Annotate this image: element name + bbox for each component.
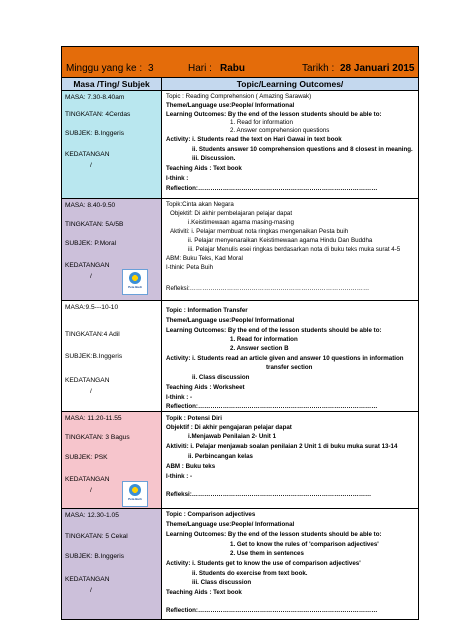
kedatangan-text: KEDATANGAN bbox=[65, 377, 110, 384]
ithink-line: I-think : - bbox=[166, 394, 193, 401]
outcomes-line: Learning Outcomes: By the end of the lesson students should be able to: bbox=[166, 111, 382, 118]
topic-line: Topic : Comparison adjectives bbox=[166, 511, 256, 518]
activity-item: ii. Perbincangan kelas bbox=[188, 453, 253, 460]
ithink-line: I-think : bbox=[166, 175, 189, 182]
teaching-aids-line: Teaching Aids : Text book bbox=[166, 165, 242, 172]
topic-line: Topik:Cinta akan Negara bbox=[166, 201, 234, 208]
lesson-row bbox=[62, 91, 418, 199]
topic-line: Topic : Information Transfer bbox=[166, 307, 248, 314]
teaching-aids-line: Teaching Aids : Text book bbox=[166, 589, 242, 596]
logo-text: Pete Budi bbox=[128, 285, 142, 289]
lesson-content bbox=[162, 412, 418, 508]
activity-item: ii. Students do exercise from text book. bbox=[192, 570, 308, 577]
peta-buih-logo bbox=[122, 269, 148, 295]
ithink-line: I-think : - bbox=[166, 473, 193, 480]
activity-line: Activity: i. Students read the text on Hari Gawai in text book bbox=[166, 136, 342, 143]
lesson-row bbox=[62, 509, 418, 619]
outcome-item: 2. Answer section B bbox=[230, 345, 289, 352]
tingkatan-text: TINGKATAN: 4Cerdas bbox=[65, 111, 131, 118]
subjek-text: SUBJEK: B.Inggeris bbox=[65, 553, 125, 560]
lesson-meta bbox=[62, 301, 162, 411]
lesson-row bbox=[62, 301, 418, 412]
activity-item: ii. Class discussion bbox=[192, 374, 250, 381]
tarikh-value: 28 Januari 2015 bbox=[340, 63, 415, 74]
topic-line: Topik : Potensi Diri bbox=[166, 415, 222, 422]
activity-item: iii. Pelajar Menulis esei ringkas berdasarkan nota di buku teks muka surat 4-5 bbox=[188, 246, 401, 253]
activity-line: Aktiviti: i. Pelajar membuat nota ringkas mengenaikan Pesta buih bbox=[170, 228, 349, 235]
outcome-item: 1. Read for information bbox=[230, 336, 298, 343]
flower-icon bbox=[129, 272, 141, 284]
column-header-right: Topic/Learning Outcomes/ bbox=[236, 79, 344, 89]
kedatangan-slash: / bbox=[90, 587, 92, 594]
masa-text: MASA: 12.30-1.05 bbox=[65, 512, 119, 519]
reflection-line: Reflection:…………………………………………………………………………… bbox=[166, 403, 378, 410]
theme-line: Theme/Language use:People/ Informational bbox=[166, 317, 295, 324]
reflection-line: Refleksi:…………………………………………………………………………… bbox=[166, 491, 372, 498]
theme-line: Theme/Language use:People/ Informational bbox=[166, 521, 295, 528]
objective-item: i.Keistimewaan agama masing-masing bbox=[188, 219, 294, 226]
objective-line: Objektif : Di akhir pengajaran pelajar dapat bbox=[166, 424, 292, 431]
hari-value: Rabu bbox=[220, 63, 245, 74]
logo-text: Peta Buih bbox=[128, 497, 142, 501]
lesson-plan-sheet bbox=[61, 46, 419, 620]
lesson-row bbox=[62, 412, 418, 509]
activity-item: iii. Class discussion bbox=[192, 579, 252, 586]
abm-line: ABM : Buku teks bbox=[166, 463, 216, 470]
subjek-text: SUBJEK: P.Moral bbox=[65, 240, 117, 247]
tingkatan-text: TINGKATAN: 5A/5B bbox=[65, 221, 124, 228]
activity-item: ii. Students answer 10 comprehension questions and 8 closest in meaning. bbox=[192, 146, 413, 153]
header-bar bbox=[62, 47, 418, 78]
peta-buih-logo bbox=[122, 481, 148, 507]
minggu-label: Minggu yang ke : bbox=[66, 63, 143, 74]
lesson-meta bbox=[62, 509, 162, 619]
lesson-content bbox=[162, 509, 418, 619]
lesson-content bbox=[162, 301, 418, 411]
outcome-item: 2. Use them in sentences bbox=[230, 550, 304, 557]
kedatangan-slash: / bbox=[90, 162, 92, 169]
kedatangan-text: KEDATANGAN bbox=[65, 151, 110, 158]
objective-line: Objektif: Di akhir pembelajaran pelajar dapat bbox=[170, 210, 293, 217]
kedatangan-slash: / bbox=[90, 487, 92, 494]
outcome-item: 1. Get to know the rules of 'comparison adjectives' bbox=[230, 541, 379, 548]
abm-line: ABM: Buku Teks, Kad Moral bbox=[166, 255, 243, 262]
lesson-meta bbox=[62, 91, 162, 198]
tingkatan-text: TINGKATAN:4 Adil bbox=[65, 331, 120, 338]
lesson-row bbox=[62, 199, 418, 301]
activity-line: Activity: i. Students read an article given and answer 10 questions in information bbox=[166, 355, 404, 362]
tingkatan-text: TINGKATAN: 3 Bagus bbox=[65, 434, 130, 441]
column-header bbox=[62, 78, 418, 91]
objective-item: i.Menjawab Penilaian 2- Unit 1 bbox=[188, 433, 277, 440]
kedatangan-text: KEDATANGAN bbox=[65, 476, 110, 483]
reflection-line: Refleksi:…………………………………………………………………………… bbox=[166, 285, 370, 292]
activity-item: ii. Pelajar menyenaraikan Keistimewaan agama Hindu Dan Buddha bbox=[188, 237, 373, 244]
tingkatan-text: TINGKATAN: 5 Cekal bbox=[65, 533, 128, 540]
ithink-line: I-think: Peta Buih bbox=[166, 264, 214, 271]
topic-line: Topic : Reading Comprehension ( Amazing Sarawak) bbox=[166, 93, 312, 100]
teaching-aids-line: Teaching Aids : Worksheet bbox=[166, 384, 245, 391]
masa-text: MASA: 8.40-9.50 bbox=[65, 202, 116, 209]
outcome-item: 1. Read for information bbox=[230, 119, 293, 126]
outcomes-line: Learning Outcomes: By the end of the lesson students should be able to: bbox=[166, 327, 382, 334]
flower-icon bbox=[129, 484, 141, 496]
masa-text: MASA: 11.20-11.55 bbox=[65, 415, 122, 422]
column-header-left: Masa /Ting/ Subjek bbox=[62, 78, 162, 90]
activity-item: iii. Discussion. bbox=[192, 155, 236, 162]
lesson-content bbox=[162, 91, 418, 198]
masa-text: MASA:9.5---10-10 bbox=[65, 304, 119, 311]
subjek-text: SUBJEK: B.Inggeris bbox=[65, 130, 125, 137]
minggu-value: 3 bbox=[148, 63, 154, 74]
subjek-text: SUBJEK:B.Inggeris bbox=[65, 353, 123, 360]
kedatangan-slash: / bbox=[90, 388, 92, 395]
kedatangan-text: KEDATANGAN bbox=[65, 262, 110, 269]
activity-item: transfer section bbox=[266, 364, 313, 371]
tarikh-label: Tarikh : bbox=[302, 63, 335, 74]
lesson-meta bbox=[62, 412, 162, 508]
masa-text: MASA: 7.30-8.40am bbox=[65, 94, 125, 101]
reflection-line: Reflection:…………………………………………………………………………… bbox=[166, 607, 378, 614]
lesson-meta bbox=[62, 199, 162, 300]
activity-line: Aktiviti: i. Pelajar menjawab soalan penilaian 2 Unit 1 di buku muka surat 13-14 bbox=[166, 443, 398, 450]
outcome-item: 2. Answer comprehension questions bbox=[230, 127, 330, 134]
reflection-line: Reflection:…………………………………………………………………………… bbox=[166, 185, 378, 192]
theme-line: Theme/Language use:People/ Informational bbox=[166, 102, 295, 109]
subjek-text: SUBJEK: PSK bbox=[65, 454, 108, 461]
kedatangan-slash: / bbox=[90, 273, 92, 280]
lesson-content bbox=[162, 199, 418, 300]
kedatangan-text: KEDATANGAN bbox=[65, 576, 110, 583]
activity-line: Activity: i. Students get to know the use of comparison adjectives' bbox=[166, 560, 361, 567]
hari-label: Hari : bbox=[188, 63, 212, 74]
outcomes-line: Learning Outcomes: By the end of the lesson students should be able to: bbox=[166, 531, 382, 538]
